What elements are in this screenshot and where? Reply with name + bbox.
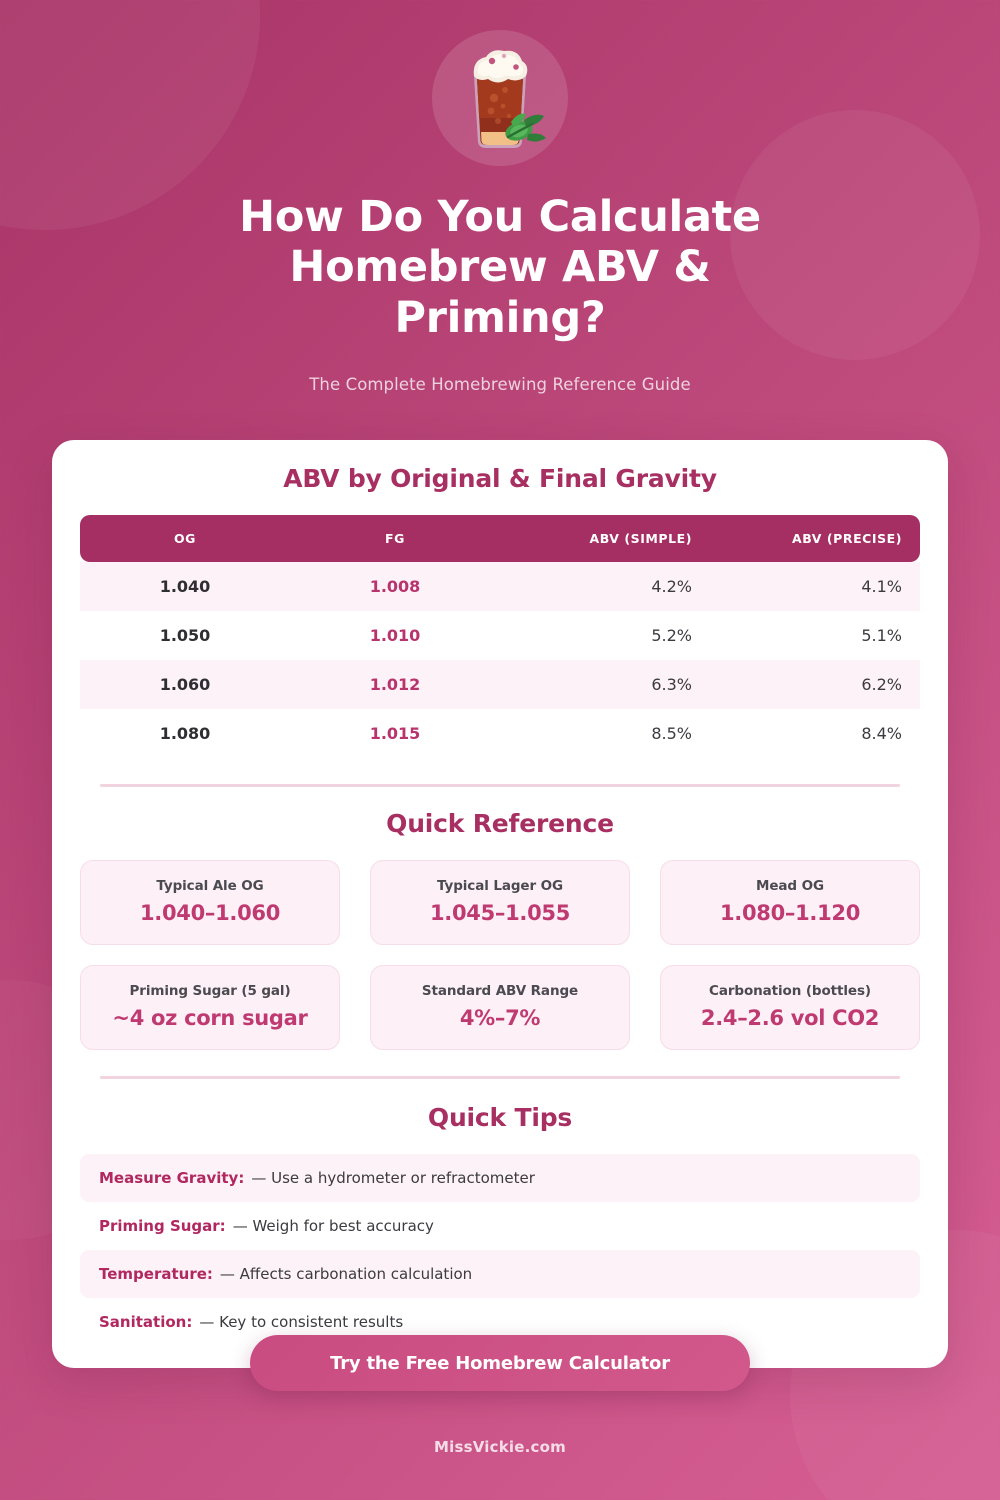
tip-text: — Affects carbonation calculation [219,1265,473,1283]
table-row [80,562,920,611]
quick-reference-card [370,965,630,1050]
cell-abv-simple: 8.5% [500,709,710,758]
table-row [80,660,920,709]
page-subtitle: The Complete Homebrewing Reference Guide [309,374,691,394]
quick-reference-card-label: Standard ABV Range [421,983,579,999]
cell-abv-precise: 5.1% [710,611,920,660]
cell-fg: 1.010 [290,611,500,660]
quick-reference-card-value: 1.040–1.060 [139,901,281,925]
cell-abv-precise: 8.4% [710,709,920,758]
tip-label: Priming Sugar: [99,1217,226,1235]
section-divider-1 [100,784,900,787]
column-header-og: OG [80,515,290,562]
homebrew-calculator-cta-button[interactable]: Try the Free Homebrew Calculator [250,1335,750,1391]
quick-reference-card-value: 4%–7% [459,1006,541,1030]
tip-row [80,1154,920,1202]
quick-reference-title: Quick Reference [386,809,614,838]
abv-table-section [80,440,920,787]
cell-og: 1.080 [80,709,290,758]
content-card [52,440,948,1368]
tip-label: Sanitation: [99,1313,193,1331]
tip-text: — Weigh for best accuracy [232,1217,434,1235]
column-header-abv-precise: ABV (PRECISE) [710,515,920,562]
table-header-row [80,515,920,562]
cell-abv-simple: 5.2% [500,611,710,660]
quick-reference-card-label: Mead OG [756,878,824,894]
quick-reference-card [80,965,340,1050]
cell-fg: 1.012 [290,660,500,709]
cell-abv-simple: 4.2% [500,562,710,611]
cell-fg: 1.015 [290,709,500,758]
quick-reference-card-label: Carbonation (bottles) [709,983,871,999]
cell-abv-precise: 6.2% [710,660,920,709]
quick-reference-card-value: 2.4–2.6 vol CO2 [700,1006,880,1030]
page-header [0,0,1000,394]
cell-fg: 1.008 [290,562,500,611]
tip-row [80,1250,920,1298]
quick-reference-section [80,809,920,1079]
quick-reference-card-label: Priming Sugar (5 gal) [129,983,291,999]
beer-glass-icon [432,30,568,166]
column-header-fg: FG [290,515,500,562]
column-header-abv-simple: ABV (SIMPLE) [500,515,710,562]
quick-reference-card-label: Typical Lager OG [437,878,563,894]
quick-reference-card [660,965,920,1050]
quick-tips-title: Quick Tips [427,1103,573,1132]
footer-site-name: MissVickie.com [434,1438,566,1456]
quick-reference-card [370,860,630,945]
section-divider-2 [100,1076,900,1079]
abv-table-title: ABV by Original & Final Gravity [283,464,717,493]
quick-tips-section [80,1103,920,1346]
quick-reference-card [80,860,340,945]
cell-og: 1.060 [80,660,290,709]
table-row [80,709,920,758]
cell-abv-simple: 6.3% [500,660,710,709]
quick-reference-card-label: Typical Ale OG [156,878,264,894]
page-title: How Do You Calculate Homebrew ABV & Priming? [239,192,761,343]
quick-reference-card-value: ~4 oz corn sugar [112,1006,308,1030]
quick-reference-grid [80,860,920,1050]
cell-og: 1.050 [80,611,290,660]
tip-text: — Key to consistent results [199,1313,404,1331]
tip-label: Temperature: [99,1265,213,1283]
quick-reference-card-value: 1.045–1.055 [429,901,571,925]
cell-abv-precise: 4.1% [710,562,920,611]
tip-text: — Use a hydrometer or refractometer [251,1169,535,1187]
tip-row [80,1202,920,1250]
quick-tips-list [80,1154,920,1346]
quick-reference-card [660,860,920,945]
quick-reference-card-value: 1.080–1.120 [719,901,861,925]
abv-gravity-table [80,515,920,758]
tip-label: Measure Gravity: [99,1169,245,1187]
table-row [80,611,920,660]
cell-og: 1.040 [80,562,290,611]
